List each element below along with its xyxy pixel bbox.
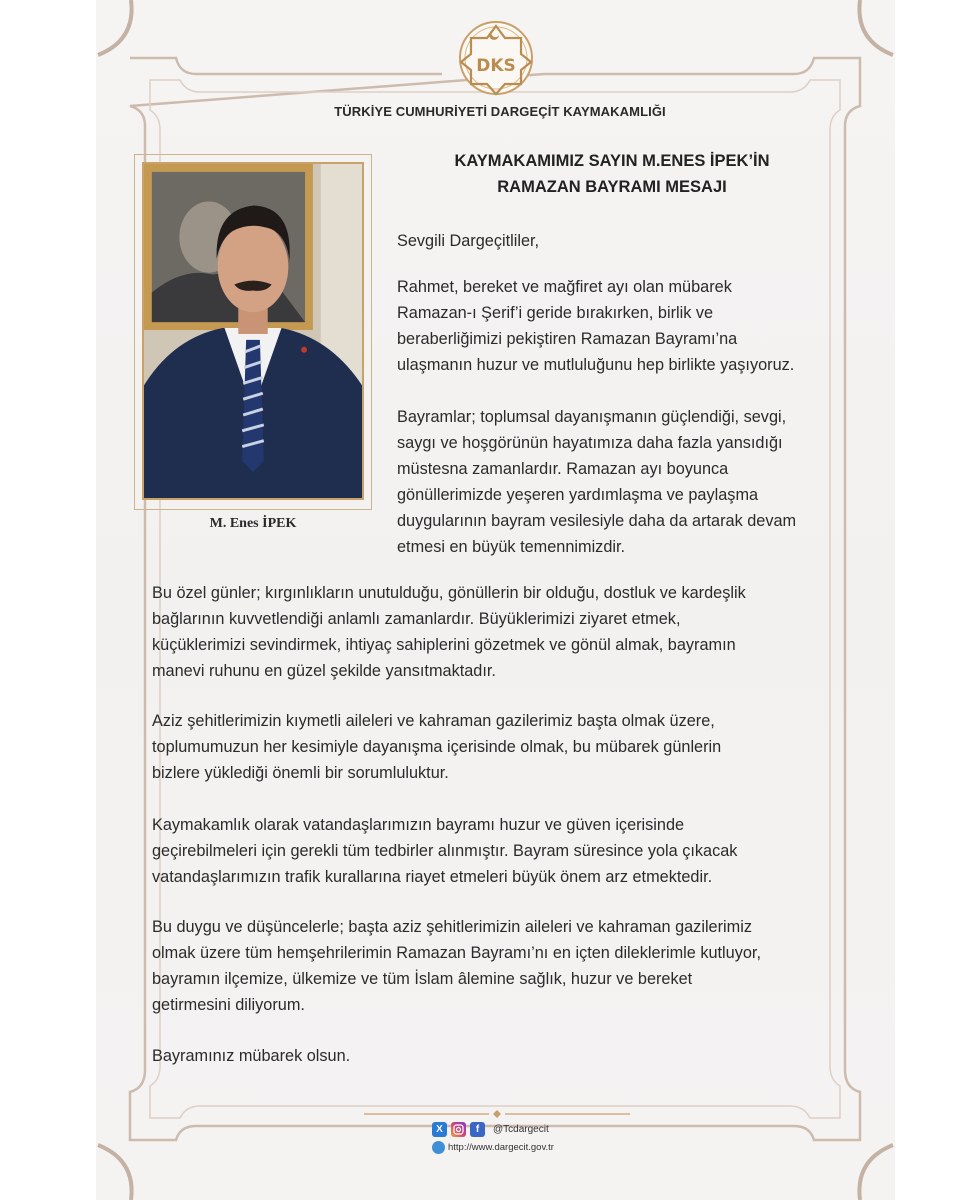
logo-lettering: DKS (476, 56, 516, 76)
website-url[interactable]: http://www.dargecit.gov.tr (448, 1142, 554, 1153)
paragraph-line: bizlere yüklediği önemli bir sorumluluktur. (152, 764, 449, 782)
paragraph-line: bağlarının kuvvetlendiği anlamlı zamanlardır. Büyüklerimizi ziyaret etmek, (152, 610, 681, 628)
letter-paragraph-1 (397, 274, 867, 378)
portrait-caption: M. Enes İPEK (209, 516, 297, 531)
facebook-icon[interactable]: f (470, 1122, 485, 1137)
paragraph-line: manevi ruhunu en güzel şekilde yansıtmaktadır. (152, 662, 496, 680)
footer-divider (364, 1110, 630, 1118)
message-title (392, 148, 832, 200)
social-links (432, 1120, 549, 1138)
title-line-1: KAYMAKAMIMIZ SAYIN M.ENES İPEK’İN (454, 152, 770, 170)
paragraph-line: bayramın ilçemize, ülkemize ve tüm İslam âlemine sağlık, huzur ve bereket (152, 970, 693, 988)
letter-paragraph-2 (397, 404, 867, 560)
paragraph-line: vatandaşlarımızın trafik kurallarına riayet etmeleri büyük önem arz etmektedir. (152, 868, 713, 886)
letter-paragraph-5 (152, 812, 852, 890)
letter-paragraph-4 (152, 708, 852, 786)
paragraph-line: saygı ve hoşgörünün hayatımıza daha fazla yansıdığı (397, 434, 783, 452)
instagram-icon[interactable] (451, 1122, 466, 1137)
x-icon[interactable]: X (432, 1122, 447, 1137)
organization-name: TÜRKİYE CUMHURİYETİ DARGEÇİT KAYMAKAMLIĞI (334, 104, 666, 119)
paragraph-line: Rahmet, bereket ve mağfiret ayı olan mübarek (397, 278, 732, 296)
paragraph-line: getirmesini diliyorum. (152, 996, 305, 1014)
paragraph-line: toplumumuzun her kesimiyle dayanışma içerisinde olmak, bu mübarek günlerin (152, 738, 722, 756)
paragraph-line: ulaşmanın huzur ve mutluluğunu hep birlikte yaşıyoruz. (397, 356, 795, 374)
paragraph-line: müstesna zamanlardır. Ramazan ayı boyunca (397, 460, 729, 478)
paragraph-line: olmak üzere tüm hemşehrilerimin Ramazan Bayramı’nı en içten dileklerimle kutluyor, (152, 944, 761, 962)
globe-icon (432, 1141, 445, 1154)
portrait-photo (142, 162, 364, 500)
paragraph-line: beraberliğimizi pekiştiren Ramazan Bayramı’na (397, 330, 738, 348)
portrait-image (144, 164, 362, 498)
paragraph-line: Kaymakamlık olarak vatandaşlarımızın bayramı huzur ve güven içerisinde (152, 816, 685, 834)
paragraph-line: Bayramlar; toplumsal dayanışmanın güçlendiği, sevgi, (397, 408, 787, 426)
letter-closing: Bayramınız mübarek olsun. (152, 1047, 351, 1065)
paragraph-line: Aziz şehitlerimizin kıymetli aileleri ve kahraman gazilerimiz başta olmak üzere, (152, 712, 715, 730)
paragraph-line: etmesi en büyük temennimizdir. (397, 538, 626, 556)
letter-greeting: Sevgili Dargeçitliler, (397, 232, 540, 250)
paragraph-line: geçirebilmeleri için gerekli tüm tedbirler alınmıştır. Bayram süresince yola çıkacak (152, 842, 738, 860)
paragraph-line: Bu duygu ve düşüncelerle; başta aziz şehitlerimizin aileleri ve kahraman gazilerimiz (152, 918, 752, 936)
paragraph-line: küçüklerimizi sevindirmek, ihtiyaç sahiplerini gözetmek ve gönül almak, bayramın (152, 636, 736, 654)
paragraph-line: Ramazan-ı Şerif’i geride bırakırken, birlik ve (397, 304, 714, 322)
letter-paragraph-3 (152, 580, 852, 684)
district-emblem-logo (449, 16, 543, 96)
website-link[interactable] (432, 1141, 554, 1154)
paragraph-line: duygularının bayram vesilesiyle daha da artarak devam (397, 512, 797, 530)
title-line-2: RAMAZAN BAYRAMI MESAJI (497, 178, 727, 196)
paragraph-line: Bu özel günler; kırgınlıkların unutulduğu, gönüllerin bir olduğu, dostluk ve kardeşlik (152, 584, 746, 602)
letter-paragraph-6 (152, 914, 872, 1018)
paragraph-line: gönüllerimizde yeşeren yardımlaşma ve paylaşma (397, 486, 759, 504)
social-handle[interactable]: @Tcdargecit (493, 1123, 549, 1135)
